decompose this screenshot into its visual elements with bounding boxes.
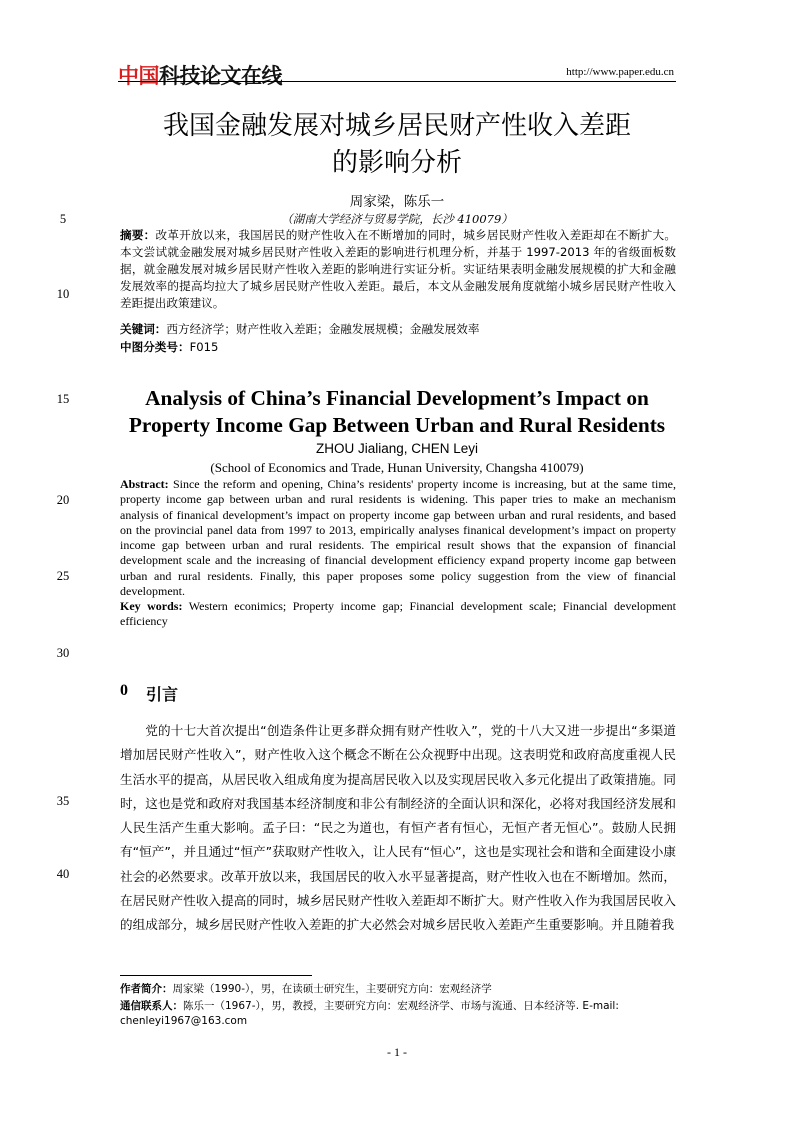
english-title xyxy=(118,385,676,439)
line-number: 15 xyxy=(56,392,70,406)
header-divider xyxy=(118,81,676,82)
line-number: 20 xyxy=(56,493,70,507)
author-bio-text: 周家梁（1990-），男，在读硕士研究生，主要研究方向：宏观经济学 xyxy=(172,983,492,995)
chinese-classification-code: F015 xyxy=(189,340,219,354)
english-abstract-label: Abstract: xyxy=(120,477,169,491)
chinese-title xyxy=(118,108,676,182)
chinese-abstract-label: 摘要： xyxy=(120,228,156,242)
introduction-paragraph: 党的十七大首次提出“创造条件让更多群众拥有财产性收入”，党的十八大又进一步提出“多渠道增加居民财产性收入”，财产性收入这个概念不断在公众视野中出现。这表明党和政府高度重视人民生活水平的提高，从居民收入组成角度为提高居民收入以及实现居民收入多元化提出了政策措施。同时，这也是党和政府对我国基本经济制度和非公有制经济的全面认识和深化，必将对我国经济发展和人民生活产生重大影响。孟子曰：“民之为道也，有恒产者有恒心，无恒产者无恒心”。鼓励人民拥有“恒产”，并且通过“恒产”获取财产性收入，让人民有“恒心”，这也是实现社会和谐和全面建设小康社会的必然要求。改革开放以来，我国居民的收入水平显著提高，财产性收入也在不断增加。然而，在居民财产性收入提高的同时，城乡居民财产性收入差距却不断扩大。财产性收入作为我国居民收入的组成部分，城乡居民财产性收入差距的扩大必然会对城乡居民收入差距产生重要影响。并且随着我 xyxy=(120,723,676,933)
line-number: 30 xyxy=(56,646,70,660)
chinese-title-line-2: 的影响分析 xyxy=(331,148,462,178)
line-number: 35 xyxy=(56,794,70,808)
chinese-keywords-text: 西方经济学；财产性收入差距；金融发展规模；金融发展效率 xyxy=(166,322,480,336)
line-number: 40 xyxy=(56,867,70,881)
chinese-abstract-text: 改革开放以来，我国居民的财产性收入在不断增加的同时，城乡居民财产性收入差距却在不断扩大。本文尝试就金融发展对城乡居民财产性收入差距的影响进行机理分析，并基于 1997-2013 年的省级面板数据，就金融发展对城乡居民财产性收入差距的影响进行实证分析。实证结果表明金融发展规模的扩大和金融发展效率的提高均拉大了城乡居民财产性收入差距。最后，本文从金融发展角度就缩小城乡居民财产性收入差距提出政策建议。 xyxy=(120,228,676,311)
english-title-line-1: Analysis of China’s Financial Development’s Impact on xyxy=(145,386,649,410)
section-title: 引言 xyxy=(146,685,179,704)
chinese-authors: 周家梁，陈乐一 xyxy=(349,194,445,210)
line-number: 5 xyxy=(59,212,67,226)
english-keywords-label: Key words: xyxy=(120,599,183,613)
chinese-classification-label: 中图分类号： xyxy=(120,340,190,354)
line-number: 25 xyxy=(56,569,70,583)
footnote-divider xyxy=(120,975,312,976)
chinese-title-line-1: 我国金融发展对城乡居民财产性收入差距 xyxy=(162,111,631,141)
author-bio-label: 作者简介： xyxy=(120,983,173,995)
section-number: 0 xyxy=(120,682,128,699)
chinese-keywords xyxy=(120,321,676,338)
english-keywords xyxy=(120,599,676,630)
chinese-keywords-label: 关键词： xyxy=(120,322,167,336)
english-keywords-text: Western econimics; Property income gap; Financial development scale; Financial development efficiency xyxy=(120,599,676,629)
logo-dark-text: 科技论文在线 xyxy=(159,64,282,88)
contact-footnote xyxy=(120,999,676,1029)
chinese-abstract xyxy=(120,227,676,312)
line-number: 10 xyxy=(56,287,70,301)
english-abstract xyxy=(120,477,676,599)
english-affiliation: (School of Economics and Trade, Hunan University, Changsha 410079) xyxy=(210,460,584,475)
chinese-affiliation: （湖南大学经济与贸易学院，长沙 410079） xyxy=(281,212,513,226)
site-url-link[interactable]: http://www.paper.edu.cn xyxy=(566,66,674,78)
english-title-line-2: Property Income Gap Between Urban and Rural Residents xyxy=(128,413,666,437)
page-number: - 1 - xyxy=(387,1045,407,1059)
english-abstract-text: Since the reform and opening, China’s residents' property income is increasing, but at the same time, property income gap between urban and rural residents is widening. This paper tries to make an mechanism analysis of finanical development’s impact on property income gap between urban and rural residents, and based on the provincial panel data from 1997 to 2013, empirically analyses finanical development’s impact on property income gap between urban and rural residents. The empirical result shows that the expansion of financial development scale and the increasing of financial development efficiency expand property income gap between urban and rural residents. Finally, this paper proposes some policy suggestion from the view of financial development. xyxy=(120,477,676,599)
author-bio-footnote xyxy=(120,982,676,997)
contact-label: 通信联系人： xyxy=(120,1000,183,1012)
logo-red-text: 中国 xyxy=(118,64,159,88)
contact-text: 陈乐一（1967-），男，教授，主要研究方向：宏观经济学、市场与流通、日本经济等. E-mail: chenleyi1967@163.com xyxy=(120,1000,619,1027)
english-authors: ZHOU Jialiang, CHEN Leyi xyxy=(315,441,479,456)
chinese-classification xyxy=(120,339,676,356)
